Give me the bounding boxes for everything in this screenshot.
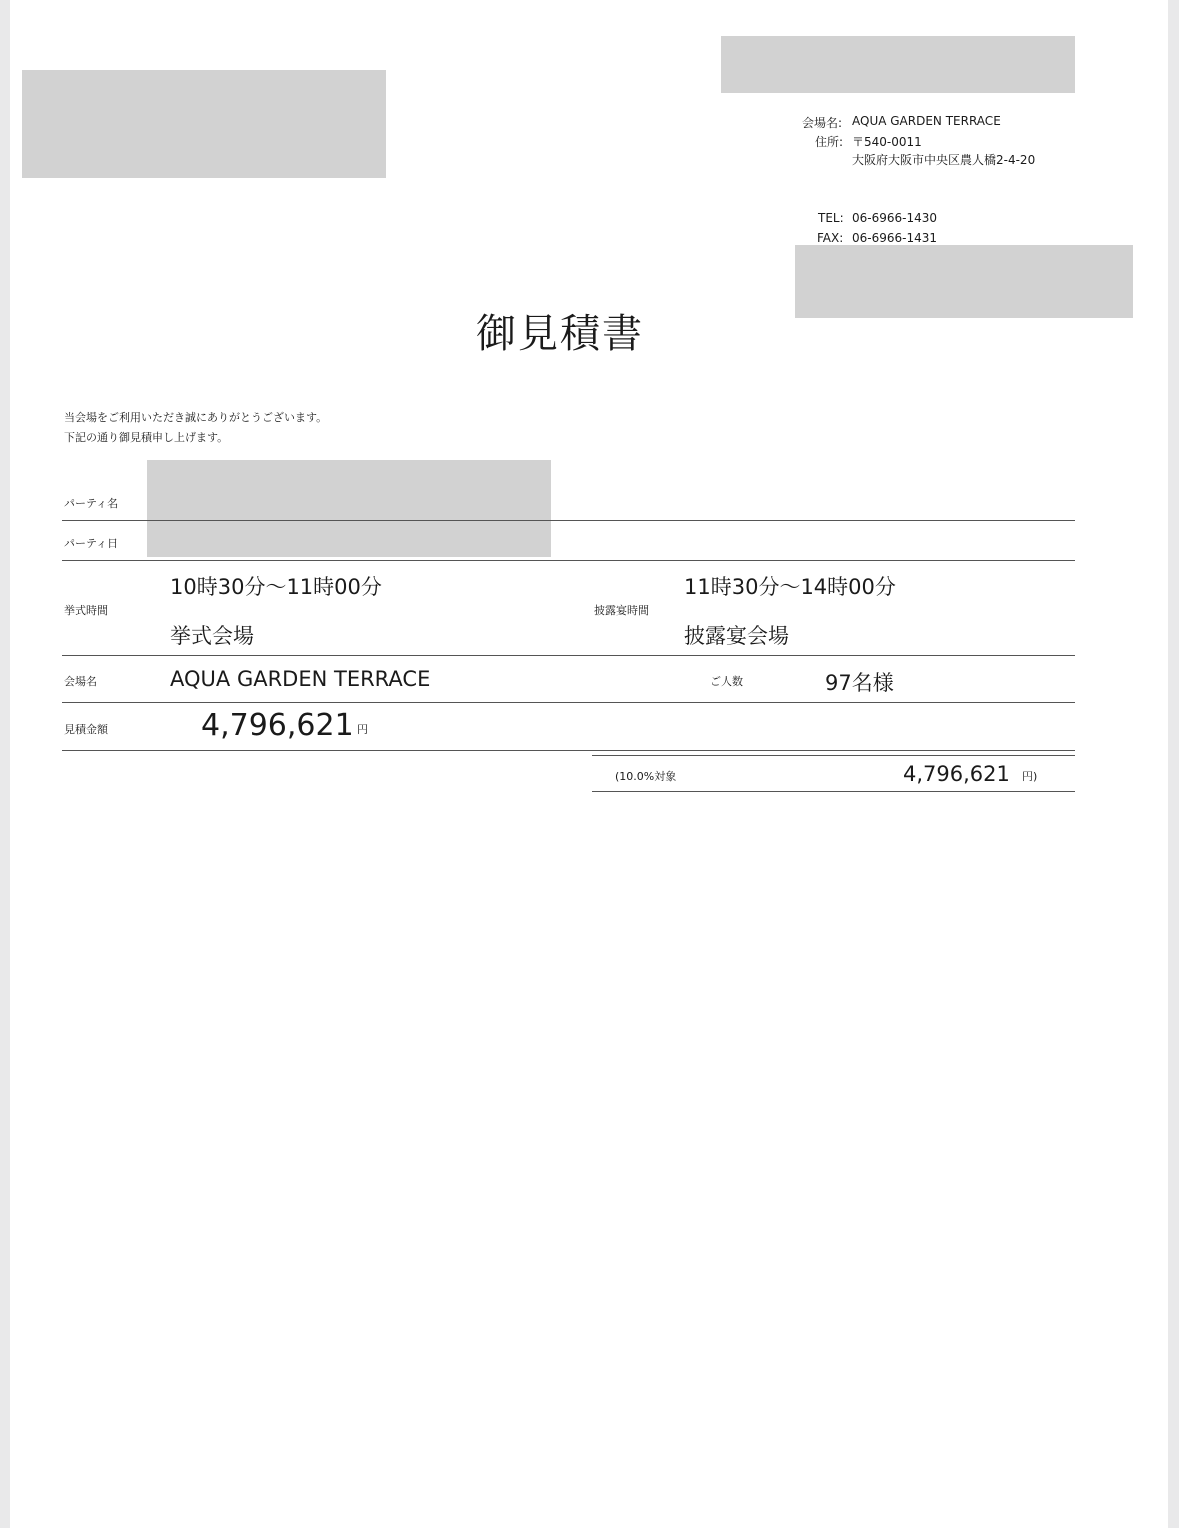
tel-label: TEL: [818, 211, 844, 225]
document-page [10, 0, 1168, 1528]
document-title: 御見積書 [476, 311, 644, 357]
tax-yen: 円) [1022, 770, 1038, 783]
reception-time: 11時30分〜14時00分 [684, 575, 896, 599]
redacted-party-info [147, 460, 551, 557]
ceremony-venue: 挙式会場 [170, 624, 254, 648]
address-label: 住所: [815, 135, 844, 149]
venue-label: 会場名: [802, 116, 843, 130]
estimate-label: 見積金額 [64, 723, 108, 736]
redacted-stamp [795, 245, 1133, 318]
venue-row-name: AQUA GARDEN TERRACE [170, 667, 431, 691]
address: 大阪府大阪市中央区農人橋2-4-20 [852, 153, 1036, 167]
tel-number: 06-6966-1430 [852, 211, 938, 225]
greeting-line-1: 当会場をご利用いただき誠にありがとうございます。 [64, 411, 328, 424]
postal-code: 〒540-0011 [852, 135, 922, 149]
party-date-label: パーティ日 [64, 537, 119, 550]
divider [592, 755, 1075, 756]
divider [62, 750, 1075, 751]
tax-amount: 4,796,621 [903, 762, 1010, 786]
ceremony-time: 10時30分〜11時00分 [170, 575, 382, 599]
reception-time-label: 披露宴時間 [594, 604, 649, 617]
divider [592, 791, 1075, 792]
venue-name: AQUA GARDEN TERRACE [852, 114, 1001, 128]
reception-venue: 披露宴会場 [684, 624, 789, 648]
guests-label: ご人数 [710, 675, 743, 688]
party-name-label: パーティ名 [64, 497, 119, 510]
fax-number: 06-6966-1431 [852, 231, 938, 245]
tax-label: (10.0%対象 [615, 770, 677, 783]
divider [62, 560, 1075, 561]
ceremony-time-label: 挙式時間 [64, 604, 108, 617]
fax-label: FAX: [817, 231, 844, 245]
greeting-line-2: 下記の通り御見積申し上げます。 [64, 431, 229, 444]
guests-count: 97名様 [825, 671, 894, 695]
divider [62, 520, 1075, 521]
redacted-header-right [721, 36, 1075, 93]
estimate-yen: 円 [357, 723, 368, 736]
venue-row-label: 会場名 [64, 675, 97, 688]
divider [62, 655, 1075, 656]
redacted-logo [22, 70, 386, 178]
divider [62, 702, 1075, 703]
estimate-amount: 4,796,621 [201, 708, 354, 743]
